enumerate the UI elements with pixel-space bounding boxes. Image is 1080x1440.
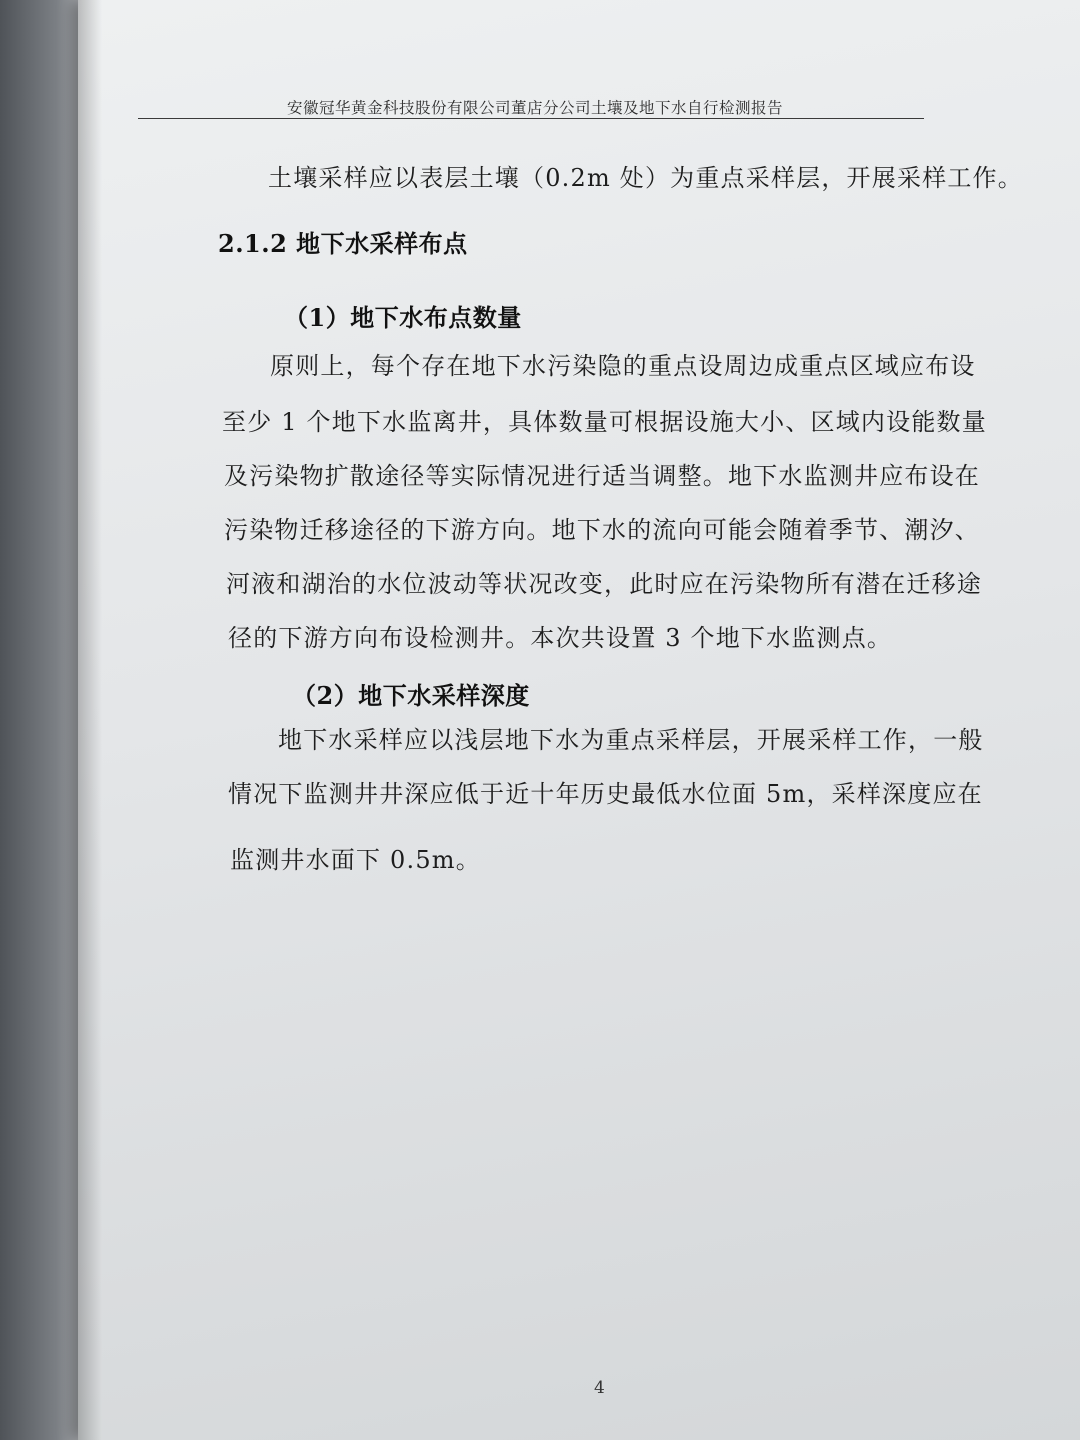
- running-header: 安徽冠华黄金科技股份有限公司董店分公司土壤及地下水自行检测报告: [286, 99, 783, 117]
- intro-line: 土壤采样应以表层土壤（0.2m 处）为重点采样层，开展采样工作。: [268, 164, 1023, 192]
- header-rule: [138, 118, 924, 119]
- page-number: 4: [594, 1378, 605, 1398]
- subsection-title-1: （1）地下水布点数量: [284, 303, 522, 332]
- background-surface: [0, 0, 80, 1440]
- paragraph-line: 河液和湖治的水位波动等状况改变，此时应在污染物所有潜在迁移途: [226, 570, 982, 598]
- paragraph-line: 径的下游方向布设检测井。本次共设置 3 个地下水监测点。: [228, 624, 893, 652]
- paragraph-line: 情况下监测井井深应低于近十年历史最低水位面 5m，采样深度应在: [228, 780, 983, 808]
- page-binding-shadow: [78, 0, 102, 1440]
- section-title: 2.1.2 地下水采样布点: [218, 229, 468, 258]
- subsection-title-2: （2）地下水采样深度: [292, 681, 530, 710]
- paragraph-line: 原则上，每个存在地下水污染隐的重点设周边成重点区域应布设: [270, 352, 976, 380]
- paragraph-line: 及污染物扩散途径等实际情况进行适当调整。地下水监测井应布设在: [224, 462, 980, 490]
- paragraph-line: 污染物迁移途径的下游方向。地下水的流向可能会随着季节、潮汐、: [224, 516, 980, 544]
- paragraph-line: 地下水采样应以浅层地下水为重点采样层，开展采样工作，一般: [278, 726, 984, 754]
- paragraph-line: 至少 1 个地下水监离井，具体数量可根据设施大小、区域内设能数量: [222, 408, 987, 436]
- paragraph-line: 监测井水面下 0.5m。: [230, 846, 481, 874]
